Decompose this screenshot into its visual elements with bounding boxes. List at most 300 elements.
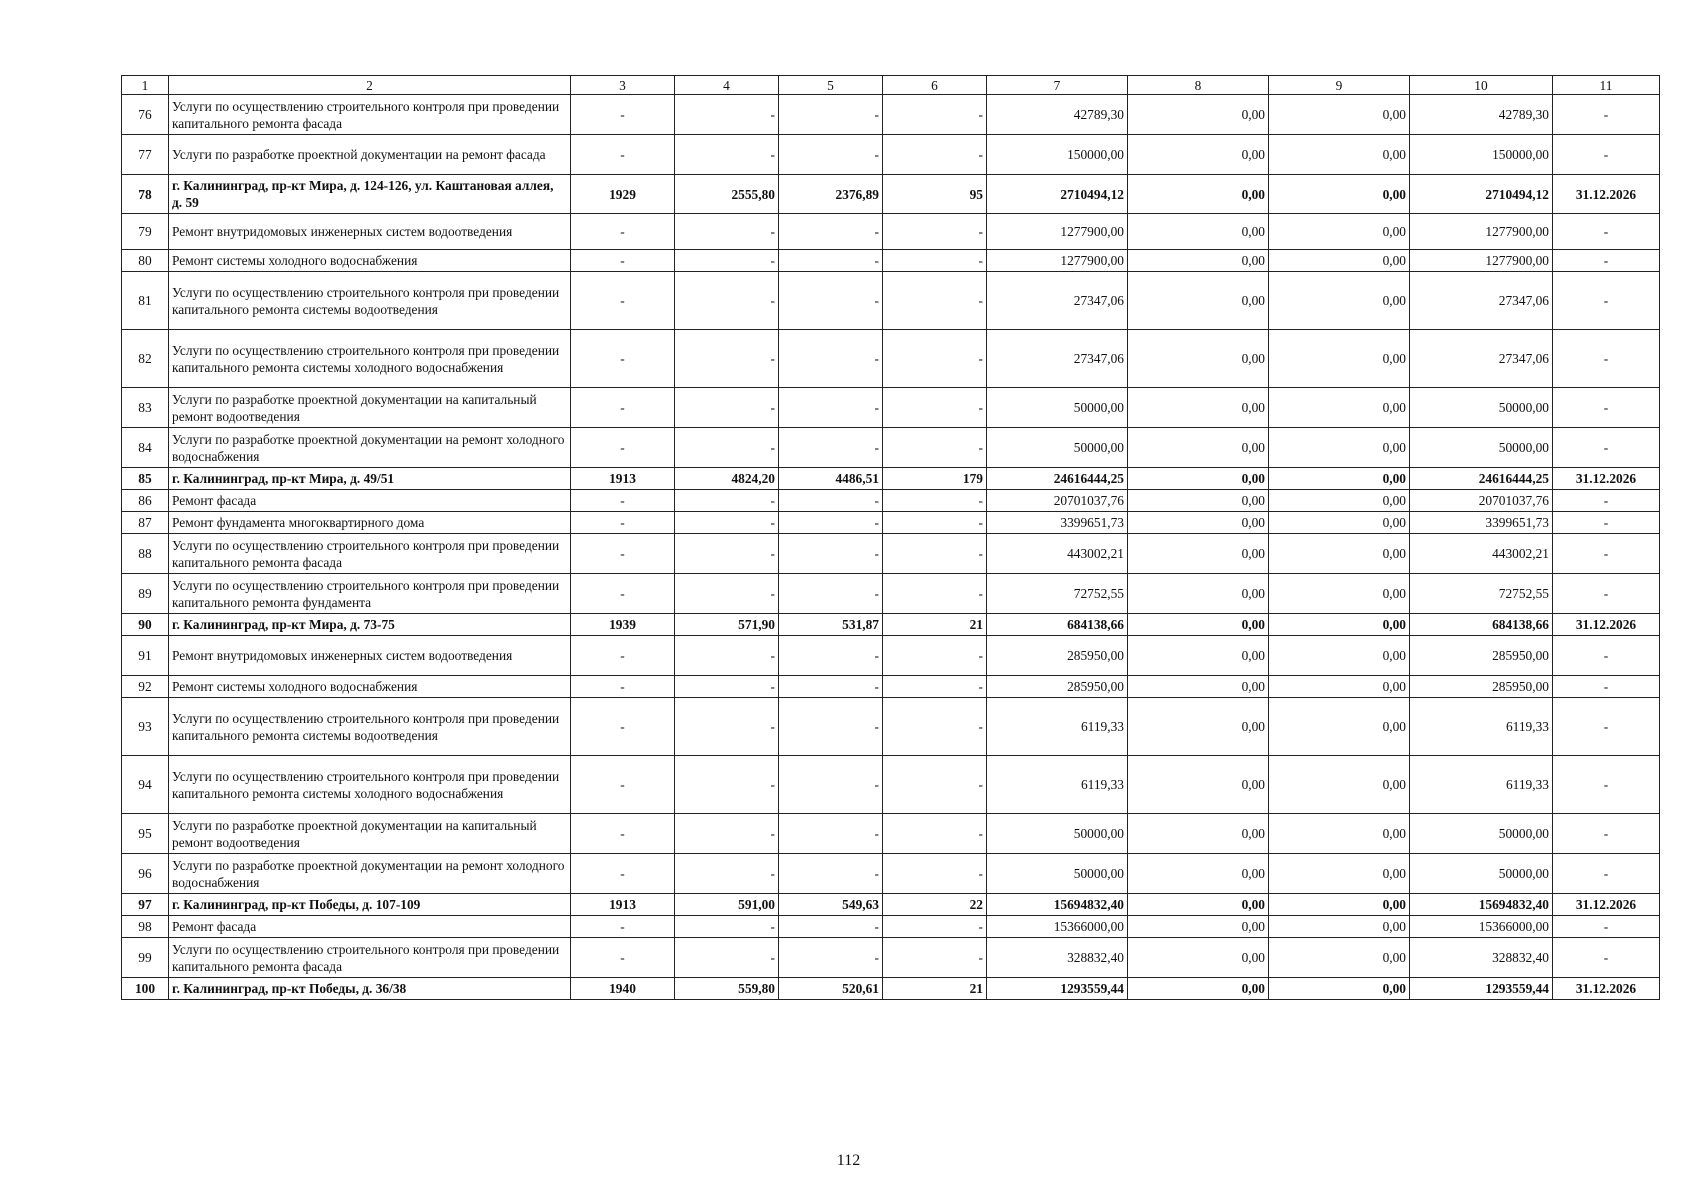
cell-col6: 95 — [883, 175, 987, 214]
cell-col3: 1929 — [571, 175, 675, 214]
cell-col10: 72752,55 — [1410, 574, 1553, 614]
cell-col10: 443002,21 — [1410, 534, 1553, 574]
cell-col11: - — [1553, 938, 1660, 978]
cell-col5: - — [779, 490, 883, 512]
cell-col3: - — [571, 534, 675, 574]
work-name: Услуги по осуществлению строительного контроля при проведении капитального ремонта фундамента — [169, 574, 571, 614]
column-header: 7 — [987, 76, 1128, 95]
cell-col11: - — [1553, 698, 1660, 756]
cell-col4: - — [675, 814, 779, 854]
cell-col5: - — [779, 135, 883, 175]
cell-col8: 0,00 — [1128, 978, 1269, 1000]
cell-col6: - — [883, 636, 987, 676]
cell-col10: 285950,00 — [1410, 676, 1553, 698]
capital-repair-table — [121, 75, 1660, 1000]
table-row — [122, 698, 1660, 756]
cell-col4: - — [675, 512, 779, 534]
cell-col5: 2376,89 — [779, 175, 883, 214]
cell-col4: - — [675, 428, 779, 468]
cell-col9: 0,00 — [1269, 468, 1410, 490]
cell-col7: 6119,33 — [987, 698, 1128, 756]
cell-col10: 1293559,44 — [1410, 978, 1553, 1000]
cell-col6: - — [883, 388, 987, 428]
cell-col10: 27347,06 — [1410, 272, 1553, 330]
cell-col6: - — [883, 534, 987, 574]
row-number: 78 — [122, 175, 169, 214]
row-number: 86 — [122, 490, 169, 512]
table-row — [122, 250, 1660, 272]
cell-col9: 0,00 — [1269, 916, 1410, 938]
work-name: Услуги по осуществлению строительного контроля при проведении капитального ремонта системы водоотведения — [169, 698, 571, 756]
cell-col8: 0,00 — [1128, 614, 1269, 636]
cell-col7: 1293559,44 — [987, 978, 1128, 1000]
row-number: 99 — [122, 938, 169, 978]
cell-col6: - — [883, 95, 987, 135]
cell-col11: - — [1553, 676, 1660, 698]
cell-col8: 0,00 — [1128, 814, 1269, 854]
row-number: 89 — [122, 574, 169, 614]
cell-col3: - — [571, 512, 675, 534]
cell-col3: - — [571, 676, 675, 698]
cell-col5: - — [779, 814, 883, 854]
cell-col4: - — [675, 854, 779, 894]
cell-col4: 559,80 — [675, 978, 779, 1000]
cell-col4: - — [675, 272, 779, 330]
cell-col3: - — [571, 490, 675, 512]
row-number: 96 — [122, 854, 169, 894]
cell-col9: 0,00 — [1269, 388, 1410, 428]
cell-col7: 6119,33 — [987, 756, 1128, 814]
cell-col3: 1940 — [571, 978, 675, 1000]
cell-col6: 21 — [883, 614, 987, 636]
table-row — [122, 916, 1660, 938]
work-name: Услуги по осуществлению строительного контроля при проведении капитального ремонта фасада — [169, 938, 571, 978]
work-name: г. Калининград, пр-кт Мира, д. 49/51 — [169, 468, 571, 490]
cell-col4: - — [675, 916, 779, 938]
cell-col11: - — [1553, 854, 1660, 894]
cell-col3: - — [571, 135, 675, 175]
cell-col11: 31.12.2026 — [1553, 175, 1660, 214]
column-header: 11 — [1553, 76, 1660, 95]
cell-col8: 0,00 — [1128, 214, 1269, 250]
cell-col5: - — [779, 698, 883, 756]
table-row — [122, 676, 1660, 698]
table-row — [122, 814, 1660, 854]
cell-col6: - — [883, 250, 987, 272]
cell-col9: 0,00 — [1269, 95, 1410, 135]
cell-col9: 0,00 — [1269, 175, 1410, 214]
column-number-row — [122, 76, 1660, 95]
table-row — [122, 854, 1660, 894]
cell-col3: - — [571, 814, 675, 854]
cell-col6: - — [883, 574, 987, 614]
cell-col4: - — [675, 95, 779, 135]
cell-col8: 0,00 — [1128, 388, 1269, 428]
cell-col7: 443002,21 — [987, 534, 1128, 574]
cell-col10: 684138,66 — [1410, 614, 1553, 636]
cell-col8: 0,00 — [1128, 574, 1269, 614]
cell-col4: - — [675, 938, 779, 978]
cell-col7: 27347,06 — [987, 330, 1128, 388]
table-row — [122, 614, 1660, 636]
table-row — [122, 938, 1660, 978]
cell-col8: 0,00 — [1128, 854, 1269, 894]
cell-col7: 50000,00 — [987, 388, 1128, 428]
cell-col5: - — [779, 938, 883, 978]
column-header: 6 — [883, 76, 987, 95]
cell-col8: 0,00 — [1128, 490, 1269, 512]
cell-col4: - — [675, 698, 779, 756]
cell-col3: - — [571, 388, 675, 428]
column-header: 9 — [1269, 76, 1410, 95]
cell-col10: 1277900,00 — [1410, 250, 1553, 272]
cell-col11: - — [1553, 534, 1660, 574]
cell-col7: 1277900,00 — [987, 250, 1128, 272]
row-number: 91 — [122, 636, 169, 676]
cell-col9: 0,00 — [1269, 854, 1410, 894]
cell-col4: 4824,20 — [675, 468, 779, 490]
row-number: 90 — [122, 614, 169, 636]
cell-col11: - — [1553, 574, 1660, 614]
cell-col11: - — [1553, 916, 1660, 938]
cell-col10: 27347,06 — [1410, 330, 1553, 388]
cell-col9: 0,00 — [1269, 428, 1410, 468]
row-number: 92 — [122, 676, 169, 698]
cell-col7: 42789,30 — [987, 95, 1128, 135]
cell-col9: 0,00 — [1269, 676, 1410, 698]
cell-col5: - — [779, 214, 883, 250]
work-name: г. Калининград, пр-кт Победы, д. 107-109 — [169, 894, 571, 916]
cell-col7: 50000,00 — [987, 428, 1128, 468]
work-name: Услуги по разработке проектной документации на ремонт фасада — [169, 135, 571, 175]
cell-col4: - — [675, 250, 779, 272]
cell-col11: - — [1553, 512, 1660, 534]
cell-col8: 0,00 — [1128, 756, 1269, 814]
table-row — [122, 330, 1660, 388]
cell-col6: - — [883, 854, 987, 894]
work-name: Услуги по осуществлению строительного контроля при проведении капитального ремонта фасада — [169, 534, 571, 574]
cell-col3: - — [571, 938, 675, 978]
cell-col8: 0,00 — [1128, 175, 1269, 214]
cell-col6: - — [883, 330, 987, 388]
cell-col5: - — [779, 512, 883, 534]
cell-col6: - — [883, 512, 987, 534]
cell-col10: 328832,40 — [1410, 938, 1553, 978]
cell-col4: 591,00 — [675, 894, 779, 916]
cell-col3: - — [571, 636, 675, 676]
cell-col7: 150000,00 — [987, 135, 1128, 175]
cell-col10: 50000,00 — [1410, 814, 1553, 854]
cell-col5: 4486,51 — [779, 468, 883, 490]
cell-col9: 0,00 — [1269, 214, 1410, 250]
work-name: г. Калининград, пр-кт Мира, д. 124-126, ул. Каштановая аллея, д. 59 — [169, 175, 571, 214]
cell-col8: 0,00 — [1128, 250, 1269, 272]
cell-col9: 0,00 — [1269, 574, 1410, 614]
cell-col9: 0,00 — [1269, 272, 1410, 330]
cell-col3: - — [571, 916, 675, 938]
table-row — [122, 214, 1660, 250]
work-name: г. Калининград, пр-кт Мира, д. 73-75 — [169, 614, 571, 636]
row-number: 76 — [122, 95, 169, 135]
cell-col9: 0,00 — [1269, 490, 1410, 512]
row-number: 80 — [122, 250, 169, 272]
cell-col11: - — [1553, 95, 1660, 135]
cell-col10: 20701037,76 — [1410, 490, 1553, 512]
cell-col10: 15694832,40 — [1410, 894, 1553, 916]
row-number: 77 — [122, 135, 169, 175]
cell-col11: 31.12.2026 — [1553, 894, 1660, 916]
cell-col8: 0,00 — [1128, 272, 1269, 330]
cell-col3: 1913 — [571, 468, 675, 490]
column-header: 3 — [571, 76, 675, 95]
cell-col6: - — [883, 756, 987, 814]
cell-col9: 0,00 — [1269, 814, 1410, 854]
cell-col9: 0,00 — [1269, 636, 1410, 676]
cell-col6: - — [883, 676, 987, 698]
cell-col6: - — [883, 428, 987, 468]
cell-col5: - — [779, 272, 883, 330]
row-number: 100 — [122, 978, 169, 1000]
work-name: Ремонт системы холодного водоснабжения — [169, 250, 571, 272]
cell-col4: - — [675, 636, 779, 676]
cell-col11: 31.12.2026 — [1553, 614, 1660, 636]
cell-col5: - — [779, 756, 883, 814]
cell-col5: - — [779, 388, 883, 428]
work-name: Услуги по осуществлению строительного контроля при проведении капитального ремонта системы холодного водоснабжения — [169, 756, 571, 814]
cell-col10: 15366000,00 — [1410, 916, 1553, 938]
cell-col7: 27347,06 — [987, 272, 1128, 330]
table-row — [122, 534, 1660, 574]
row-number: 98 — [122, 916, 169, 938]
page-number: 112 — [836, 1152, 861, 1169]
table-row — [122, 468, 1660, 490]
cell-col8: 0,00 — [1128, 636, 1269, 676]
cell-col6: - — [883, 814, 987, 854]
cell-col9: 0,00 — [1269, 978, 1410, 1000]
column-header: 4 — [675, 76, 779, 95]
cell-col5: 549,63 — [779, 894, 883, 916]
cell-col8: 0,00 — [1128, 468, 1269, 490]
cell-col7: 1277900,00 — [987, 214, 1128, 250]
cell-col10: 50000,00 — [1410, 428, 1553, 468]
cell-col6: - — [883, 135, 987, 175]
cell-col4: - — [675, 756, 779, 814]
cell-col9: 0,00 — [1269, 534, 1410, 574]
column-header: 5 — [779, 76, 883, 95]
table-row — [122, 175, 1660, 214]
cell-col7: 20701037,76 — [987, 490, 1128, 512]
column-header: 8 — [1128, 76, 1269, 95]
cell-col6: 21 — [883, 978, 987, 1000]
cell-col7: 72752,55 — [987, 574, 1128, 614]
row-number: 97 — [122, 894, 169, 916]
cell-col4: 2555,80 — [675, 175, 779, 214]
cell-col5: - — [779, 854, 883, 894]
row-number: 88 — [122, 534, 169, 574]
cell-col5: - — [779, 250, 883, 272]
cell-col11: - — [1553, 135, 1660, 175]
cell-col3: 1913 — [571, 894, 675, 916]
cell-col11: - — [1553, 756, 1660, 814]
cell-col11: - — [1553, 330, 1660, 388]
cell-col10: 6119,33 — [1410, 698, 1553, 756]
cell-col6: - — [883, 916, 987, 938]
table-row — [122, 512, 1660, 534]
work-name: Услуги по осуществлению строительного контроля при проведении капитального ремонта фасада — [169, 95, 571, 135]
cell-col8: 0,00 — [1128, 676, 1269, 698]
row-number: 93 — [122, 698, 169, 756]
cell-col8: 0,00 — [1128, 512, 1269, 534]
cell-col9: 0,00 — [1269, 938, 1410, 978]
cell-col7: 3399651,73 — [987, 512, 1128, 534]
work-name: Ремонт фундамента многоквартирного дома — [169, 512, 571, 534]
cell-col10: 2710494,12 — [1410, 175, 1553, 214]
work-name: г. Калининград, пр-кт Победы, д. 36/38 — [169, 978, 571, 1000]
cell-col7: 24616444,25 — [987, 468, 1128, 490]
cell-col7: 15694832,40 — [987, 894, 1128, 916]
cell-col5: - — [779, 676, 883, 698]
column-header: 1 — [122, 76, 169, 95]
cell-col5: 531,87 — [779, 614, 883, 636]
cell-col5: - — [779, 574, 883, 614]
cell-col9: 0,00 — [1269, 250, 1410, 272]
cell-col7: 50000,00 — [987, 814, 1128, 854]
work-name: Услуги по разработке проектной документации на капитальный ремонт водоотведения — [169, 388, 571, 428]
table-row — [122, 574, 1660, 614]
column-header: 2 — [169, 76, 571, 95]
cell-col4: - — [675, 490, 779, 512]
cell-col8: 0,00 — [1128, 894, 1269, 916]
row-number: 87 — [122, 512, 169, 534]
cell-col5: - — [779, 636, 883, 676]
cell-col3: - — [571, 214, 675, 250]
cell-col8: 0,00 — [1128, 330, 1269, 388]
cell-col7: 50000,00 — [987, 854, 1128, 894]
cell-col10: 42789,30 — [1410, 95, 1553, 135]
cell-col7: 328832,40 — [987, 938, 1128, 978]
cell-col9: 0,00 — [1269, 756, 1410, 814]
cell-col10: 150000,00 — [1410, 135, 1553, 175]
cell-col11: - — [1553, 250, 1660, 272]
table-row — [122, 490, 1660, 512]
cell-col11: - — [1553, 214, 1660, 250]
table-row — [122, 388, 1660, 428]
cell-col7: 285950,00 — [987, 676, 1128, 698]
work-name: Услуги по разработке проектной документации на ремонт холодного водоснабжения — [169, 854, 571, 894]
cell-col5: - — [779, 428, 883, 468]
cell-col3: - — [571, 272, 675, 330]
cell-col4: - — [675, 676, 779, 698]
cell-col10: 1277900,00 — [1410, 214, 1553, 250]
work-name: Ремонт системы холодного водоснабжения — [169, 676, 571, 698]
row-number: 83 — [122, 388, 169, 428]
cell-col11: 31.12.2026 — [1553, 468, 1660, 490]
cell-col6: - — [883, 272, 987, 330]
work-name: Услуги по разработке проектной документации на капитальный ремонт водоотведения — [169, 814, 571, 854]
cell-col7: 285950,00 — [987, 636, 1128, 676]
cell-col9: 0,00 — [1269, 512, 1410, 534]
cell-col11: - — [1553, 490, 1660, 512]
cell-col11: 31.12.2026 — [1553, 978, 1660, 1000]
work-name: Ремонт внутридомовых инженерных систем водоотведения — [169, 214, 571, 250]
cell-col8: 0,00 — [1128, 938, 1269, 978]
cell-col9: 0,00 — [1269, 614, 1410, 636]
table-row — [122, 135, 1660, 175]
cell-col4: - — [675, 388, 779, 428]
table-body — [122, 95, 1660, 1000]
work-name: Ремонт внутридомовых инженерных систем водоотведения — [169, 636, 571, 676]
cell-col3: - — [571, 574, 675, 614]
cell-col11: - — [1553, 814, 1660, 854]
cell-col4: - — [675, 330, 779, 388]
row-number: 81 — [122, 272, 169, 330]
cell-col6: - — [883, 698, 987, 756]
cell-col8: 0,00 — [1128, 916, 1269, 938]
cell-col3: - — [571, 698, 675, 756]
table-row — [122, 636, 1660, 676]
cell-col11: - — [1553, 272, 1660, 330]
cell-col9: 0,00 — [1269, 894, 1410, 916]
cell-col5: - — [779, 330, 883, 388]
cell-col4: - — [675, 135, 779, 175]
row-number: 95 — [122, 814, 169, 854]
cell-col8: 0,00 — [1128, 428, 1269, 468]
cell-col6: - — [883, 938, 987, 978]
cell-col6: 22 — [883, 894, 987, 916]
cell-col4: 571,90 — [675, 614, 779, 636]
cell-col4: - — [675, 574, 779, 614]
table-row — [122, 95, 1660, 135]
row-number: 94 — [122, 756, 169, 814]
cell-col3: - — [571, 854, 675, 894]
work-name: Ремонт фасада — [169, 490, 571, 512]
cell-col8: 0,00 — [1128, 534, 1269, 574]
cell-col4: - — [675, 214, 779, 250]
row-number: 84 — [122, 428, 169, 468]
cell-col6: - — [883, 214, 987, 250]
cell-col4: - — [675, 534, 779, 574]
work-name: Услуги по разработке проектной документации на ремонт холодного водоснабжения — [169, 428, 571, 468]
cell-col3: - — [571, 95, 675, 135]
cell-col7: 2710494,12 — [987, 175, 1128, 214]
table-row — [122, 756, 1660, 814]
cell-col3: - — [571, 428, 675, 468]
cell-col7: 15366000,00 — [987, 916, 1128, 938]
table-row — [122, 894, 1660, 916]
cell-col7: 684138,66 — [987, 614, 1128, 636]
table-row — [122, 428, 1660, 468]
cell-col9: 0,00 — [1269, 135, 1410, 175]
cell-col10: 50000,00 — [1410, 388, 1553, 428]
cell-col10: 24616444,25 — [1410, 468, 1553, 490]
cell-col5: - — [779, 95, 883, 135]
table-row — [122, 978, 1660, 1000]
cell-col11: - — [1553, 388, 1660, 428]
cell-col5: - — [779, 534, 883, 574]
cell-col10: 6119,33 — [1410, 756, 1553, 814]
cell-col8: 0,00 — [1128, 698, 1269, 756]
row-number: 85 — [122, 468, 169, 490]
cell-col5: 520,61 — [779, 978, 883, 1000]
cell-col10: 50000,00 — [1410, 854, 1553, 894]
cell-col11: - — [1553, 428, 1660, 468]
table-row — [122, 272, 1660, 330]
cell-col8: 0,00 — [1128, 135, 1269, 175]
cell-col10: 3399651,73 — [1410, 512, 1553, 534]
cell-col3: - — [571, 330, 675, 388]
cell-col10: 285950,00 — [1410, 636, 1553, 676]
cell-col3: - — [571, 250, 675, 272]
